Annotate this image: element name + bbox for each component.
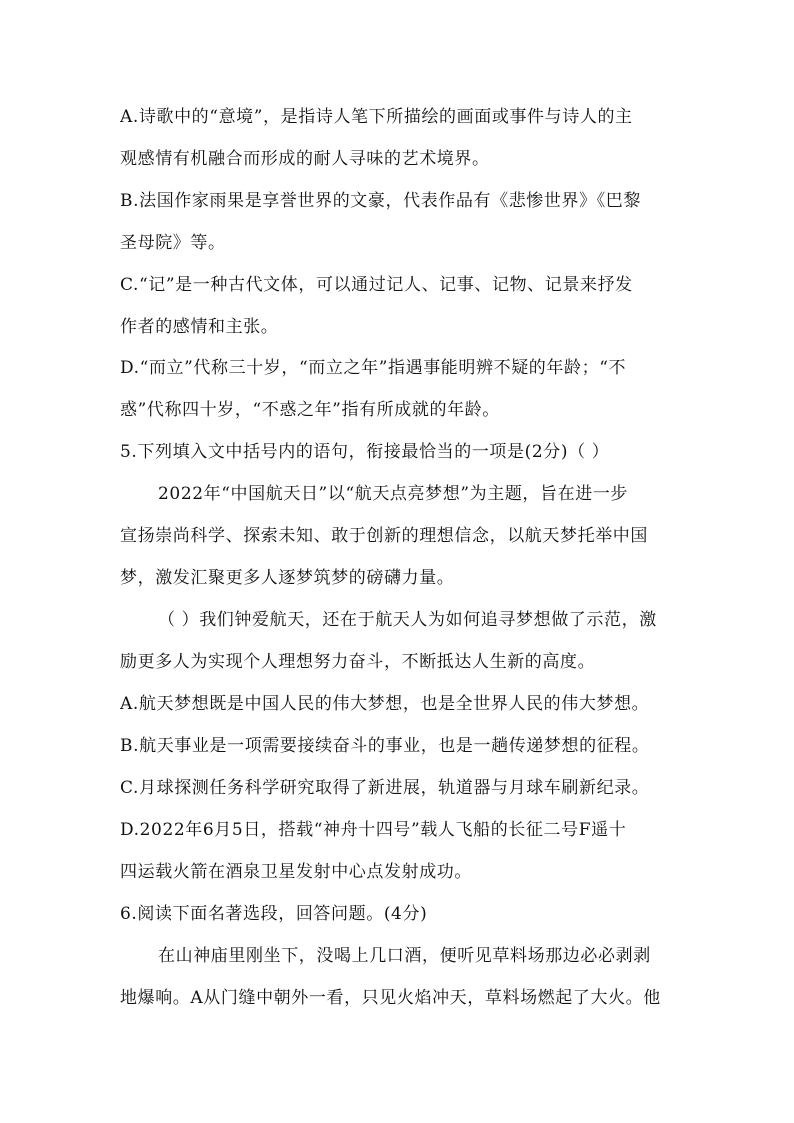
q4-option-b-line-2: 圣母院》等。 xyxy=(120,233,226,253)
q5-stem: 5.下列填入文中括号内的语句，衔接最恰当的一项是(2分)（ ） xyxy=(120,442,610,462)
q6-stem: 6.阅读下面名著选段，回答问题。(4分) xyxy=(120,904,428,924)
q5-option-b: B.航天事业是一项需要接续奋斗的事业，也是一趟传递梦想的征程。 xyxy=(120,736,650,756)
q5-option-a: A.航天梦想既是中国人民的伟大梦想，也是全世界人民的伟大梦想。 xyxy=(120,694,650,714)
q4-option-d-line-2: 惑”代称四十岁，“不惑之年”指有所成就的年龄。 xyxy=(120,400,500,420)
q4-option-a-line-2: 观感情有机融合而形成的耐人寻味的艺术境界。 xyxy=(120,149,490,169)
q4-option-b-line-1: B.法国作家雨果是享誉世界的文豪，代表作品有《悲惨世界》《巴黎 xyxy=(120,191,641,211)
q5-passage-p2-line-2: 励更多人为实现个人理想努力奋斗，不断抵达人生新的高度。 xyxy=(120,652,596,672)
q6-passage-line-1: 在山神庙里刚坐下，没喝上几口酒，便听见草料场那边必必剥剥 xyxy=(158,946,651,966)
q4-option-c-line-2: 作者的感情和主张。 xyxy=(120,317,279,337)
q4-option-a-line-1: A.诗歌中的“意境”，是指诗人笔下所描绘的画面或事件与诗人的主 xyxy=(120,107,633,127)
q6-passage-line-2: 地爆响。A从门缝中朝外一看，只见火焰冲天，草料场燃起了大火。他 xyxy=(120,988,661,1008)
q5-passage-p1-line-1: 2022年“中国航天日”以“航天点亮梦想”为主题，旨在进一步 xyxy=(158,484,629,504)
q5-passage-p2-line-1: （ ）我们钟爱航天，还在于航天人为如何追寻梦想做了示范，激 xyxy=(158,610,657,630)
q4-option-d-line-1: D.“而立”代称三十岁，“而立之年”指遇事能明辨不疑的年龄；“不 xyxy=(120,358,627,378)
q4-option-c-line-1: C.“记”是一种古代文体，可以通过记人、记事、记物、记景来抒发 xyxy=(120,275,633,295)
q5-option-d-line-1: D.2022年6月5日，搭载“神舟十四号”载人飞船的长征二号F遥十 xyxy=(120,820,627,840)
q5-passage-p1-line-2: 宣扬崇尚科学、探索未知、敢于创新的理想信念，以航天梦托举中国 xyxy=(120,526,648,546)
q5-passage-p1-line-3: 梦，激发汇聚更多人逐梦筑梦的磅礴力量。 xyxy=(120,568,455,588)
q5-option-c: C.月球探测任务科学研究取得了新进展，轨道器与月球车刷新纪录。 xyxy=(120,778,650,798)
q5-option-d-line-2: 四运载火箭在酒泉卫星发射中心点发射成功。 xyxy=(120,862,472,882)
